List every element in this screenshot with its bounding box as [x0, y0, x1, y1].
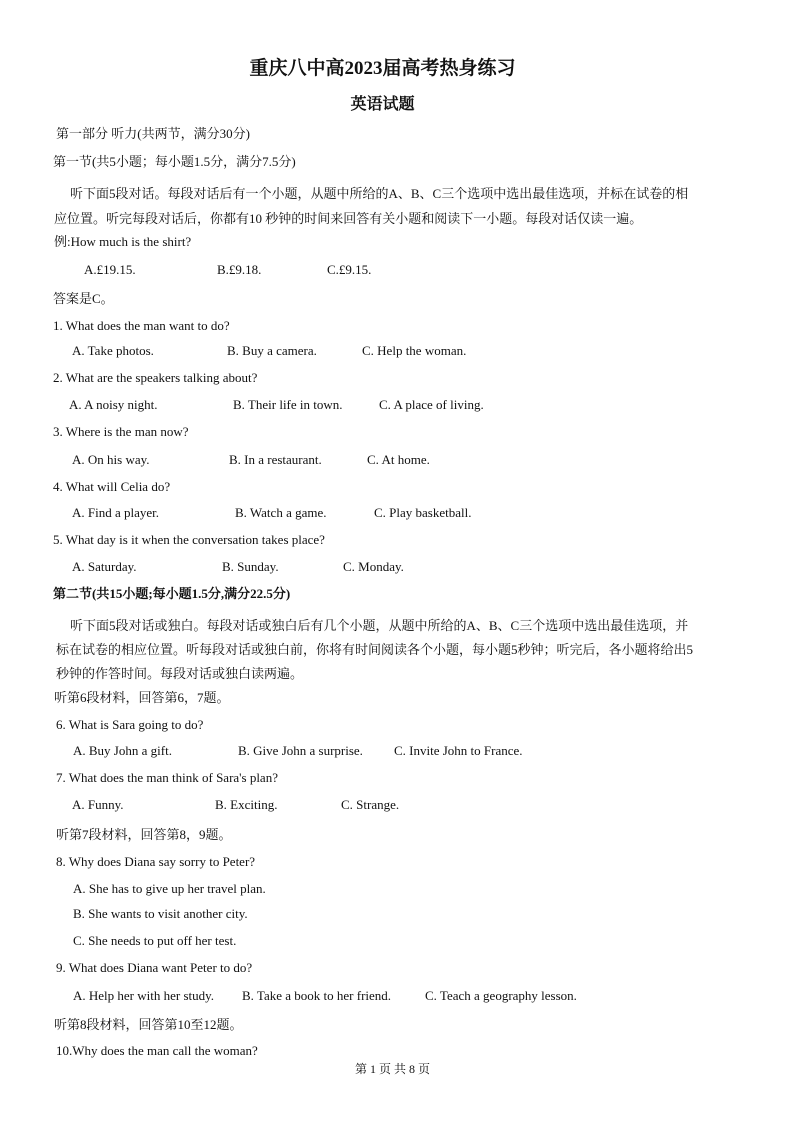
q7-option-b: B. Exciting.: [215, 797, 278, 812]
page-footer: 第 1 页 共 8 页: [354, 1062, 430, 1076]
q3-option-a: A. On his way.: [72, 452, 150, 467]
q6-option-b: B. Give John a surprise.: [238, 743, 363, 758]
question-6: 6. What is Sara going to do?: [56, 717, 204, 732]
question-1: 1. What does the man want to do?: [53, 318, 230, 333]
example-answer: 答案是C。: [53, 291, 114, 306]
example-question: 例:How much is the shirt?: [54, 234, 192, 249]
q1-option-b: B. Buy a camera.: [227, 343, 317, 358]
page-title: 重庆八中高2023届高考热身练习: [249, 58, 516, 79]
q9-option-b: B. Take a book to her friend.: [242, 988, 392, 1003]
question-2: 2. What are the speakers talking about?: [53, 370, 258, 385]
question-4: 4. What will Celia do?: [53, 479, 171, 494]
question-8: 8. Why does Diana say sorry to Peter?: [56, 854, 256, 869]
q5-option-c: C. Monday.: [343, 559, 404, 574]
material-6-heading: 听第6段材料，回答第6，7题。: [54, 690, 230, 705]
q2-option-a: A. A noisy night.: [69, 397, 158, 412]
part1-heading: 第一部分 听力(共两节，满分30分): [56, 126, 250, 141]
section2-instructions-2: 标在试卷的相应位置。听每段对话或独白前，你将有时间阅读各个小题，每小题5秒钟；听完后，各小题将给出5: [56, 642, 694, 657]
q7-option-a: A. Funny.: [72, 797, 124, 812]
question-5: 5. What day is it when the conversation takes place?: [53, 532, 325, 547]
section1-instructions-1: 听下面5段对话。每段对话后有一个小题，从题中所给的A、B、C三个选项中选出最佳选项，并标在试卷的相: [70, 186, 689, 201]
q5-option-a: A. Saturday.: [72, 559, 137, 574]
question-9: 9. What does Diana want Peter to do?: [56, 960, 253, 975]
section1-heading: 第一节(共5小题；每小题1.5分，满分7.5分): [53, 154, 296, 169]
material-7-heading: 听第7段材料，回答第8，9题。: [56, 827, 232, 842]
q8-option-a: A. She has to give up her travel plan.: [73, 881, 266, 896]
q8-option-c: C. She needs to put off her test.: [73, 933, 237, 948]
section1-instructions-2: 应位置。听完每段对话后，你都有10 秒钟的时间来回答有关小题和阅读下一小题。每段对话仅读一遍。: [54, 211, 643, 226]
question-3: 3. Where is the man now?: [53, 424, 189, 439]
example-option-b: B.£9.18.: [217, 262, 262, 277]
q2-option-b: B. Their life in town.: [233, 397, 343, 412]
q3-option-b: B. In a restaurant.: [229, 452, 322, 467]
q8-option-b: B. She wants to visit another city.: [73, 906, 248, 921]
q7-option-c: C. Strange.: [341, 797, 400, 812]
q4-option-a: A. Find a player.: [72, 505, 160, 520]
q9-option-c: C. Teach a geography lesson.: [425, 988, 577, 1003]
question-10: 10.Why does the man call the woman?: [56, 1043, 258, 1058]
page-subtitle: 英语试题: [350, 96, 415, 113]
material-8-heading: 听第8段材料，回答第10至12题。: [54, 1017, 243, 1032]
q2-option-c: C. A place of living.: [379, 397, 484, 412]
section2-heading: 第二节(共15小题;每小题1.5分,满分22.5分): [53, 586, 291, 601]
q4-option-b: B. Watch a game.: [235, 505, 327, 520]
section2-instructions-3: 秒钟的作答时间。每段对话或独白读两遍。: [56, 666, 304, 681]
question-7: 7. What does the man think of Sara's plan?: [56, 770, 278, 785]
example-option-c: C.£9.15.: [327, 262, 372, 277]
section2-instructions-1: 听下面5段对话或独白。每段对话或独白后有几个小题，从题中所给的A、B、C三个选项中选出最佳选项，并: [70, 618, 689, 633]
q6-option-c: C. Invite John to France.: [394, 743, 523, 758]
q1-option-a: A. Take photos.: [72, 343, 154, 358]
q3-option-c: C. At home.: [367, 452, 430, 467]
q1-option-c: C. Help the woman.: [362, 343, 467, 358]
q6-option-a: A. Buy John a gift.: [73, 743, 172, 758]
q9-option-a: A. Help her with her study.: [73, 988, 215, 1003]
q5-option-b: B. Sunday.: [222, 559, 279, 574]
q4-option-c: C. Play basketball.: [374, 505, 472, 520]
example-option-a: A.£19.15.: [84, 262, 136, 277]
